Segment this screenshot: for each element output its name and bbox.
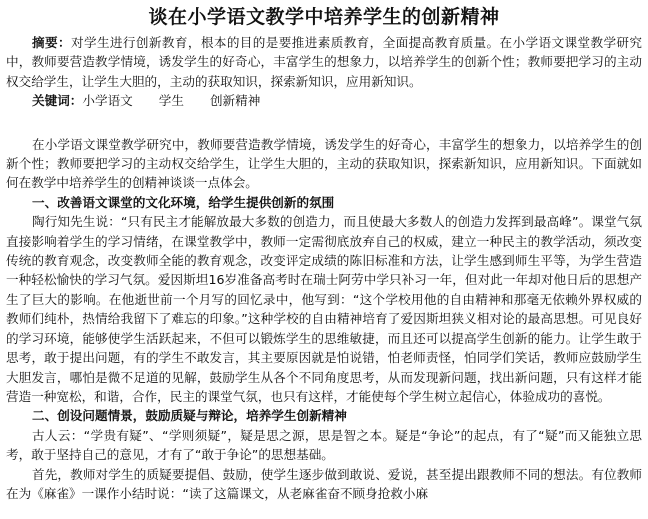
abstract-paragraph <box>6 33 642 91</box>
section-1-paragraph: 陶行知先生说：“只有民主才能解放最大多数的创造力，而且使最大多数人的创造力发挥到最高峰”。课堂气氛直接影响着学生的学习情绪，在课堂教学中，教师一定需彻底放弃自己的权威，建立一种民主的教学活动，须改变传统的教育观念，改变教师全能的教育观念，改变评定成绩的陈旧标准和方法，让学生感到师生平等，为学生营造一种轻松愉快的学习气氛。爱因斯坦16岁准备高考时在瑞士阿劳中学只补习一年，但对此一年却对他日后的思想产生了巨大的影响。在他逝世前一个月写的回忆录中，他写到：“这个学校用他的自由精神和那毫无依赖外界权威的教师们纯朴，热情给我留下了难忘的印象。”这种学校的自由精神培育了爱因斯坦狭义相对论的最高思想。可见良好的学习环境，能够使学生活跃起来，不但可以锻炼学生的思维敏捷，而且还可以提高学生创新的能力。让学生敢于思考，敢于提出问题，有的学生不敢发言，其主要原因就是怕说错，怕老师责怪，怕同学们笑话，教师应鼓励学生大胆发言，哪怕是微不足道的见解，鼓励学生从各个不同角度思考，从而发现新问题，找出新问题，只有这样才能营造一种宽松，和谐，合作，民主的课堂气氛，也只有这样，才能使每个学生树立起信心，体验成功的喜悦。 <box>6 214 642 404</box>
keywords-line <box>6 91 642 110</box>
keywords-label: 关键词： <box>32 93 83 109</box>
abstract-label: 摘要： <box>32 35 71 50</box>
abstract-text: 对学生进行创新教育，根本的目的是要推进素质教育，全面提高教育质量。在小学语文课堂教学研究中，教师要营造教学情境，诱发学生的好奇心，丰富学生的想象力，以培养学生的创新个性；教师要把学习的主动权交给学生，让学生大胆的，主动的获取知识，探索新知识，应用新知识。 <box>6 35 643 89</box>
document-title: 谈在小学语文教学中培养学生的创新精神 <box>148 6 500 28</box>
keyword-item: 小学语文 <box>82 93 133 109</box>
section-2-paragraph-1: 古人云：“学贵有疑”、“学则须疑”，疑是思之源，思是智之本。疑是“争论”的起点，有了“疑”而又能独立思考，敢于坚持自己的意见，才有了“敢于争论”的思想基础。 <box>6 427 642 463</box>
document-page <box>6 0 642 503</box>
intro-paragraph: 在小学语文课堂教学研究中，教师要营造教学情境，诱发学生的好奇心，丰富学生的想象力，以培养学生的创新个性；教师要把学习的主动权交给学生，让学生大胆的，主动的获取知识，探索新知识，应用新知识。下面就如何在教学中培养学生的创精神谈谈一点体会。 <box>6 136 642 191</box>
section-heading-2: 二、创设问题情景，鼓励质疑与辩论，培养学生创新精神 <box>32 408 347 424</box>
section-heading-1: 一、改善语文课堂的文化环境，给学生提供创新的氛围 <box>32 194 335 210</box>
section-2-paragraph-2: 首先，教师对学生的质疑要提倡、鼓励，使学生逐步做到敢说、爱说，甚至提出跟教师不同的想法。有位教师在为《麻雀》一课作小结时说：“读了这篇课文，从老麻雀奋不顾身抢救小麻 <box>6 466 642 501</box>
keyword-item: 创新精神 <box>209 93 261 109</box>
keyword-item: 学生 <box>158 93 184 109</box>
